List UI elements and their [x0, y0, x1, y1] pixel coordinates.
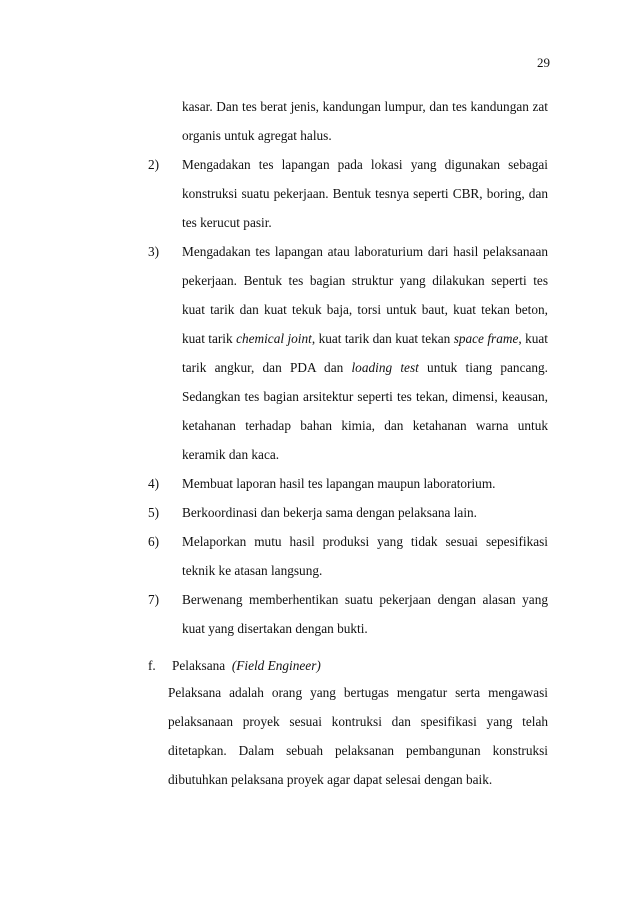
- list-number: 6): [148, 534, 160, 549]
- list-item: [148, 527, 548, 585]
- list-text: Berkoordinasi dan bekerja sama dengan pelaksana lain.: [182, 505, 478, 520]
- document-body: [148, 92, 548, 643]
- text-run: Mengadakan tes lapangan pada lokasi yang digunakan sebagai konstruksi suatu pekerjaan. Bentuk tesnya seperti CBR, boring, dan tes kerucut pasir.: [182, 157, 548, 230]
- list-text: [182, 157, 548, 230]
- list-item: [148, 237, 548, 469]
- list-number: 3): [148, 244, 160, 259]
- list-text: Membuat laporan hasil tes lapangan maupun laboratorium.: [182, 476, 496, 491]
- section-letter: f.: [148, 658, 156, 673]
- list-text: Berwenang memberhentikan suatu pekerjaan dengan alasan yang kuat yang disertakan dengan bukti.: [182, 592, 548, 636]
- section-title: Pelaksana: [172, 658, 226, 673]
- text-run: Mengadakan tes lapangan atau laboraturium dari hasil pelaksanaan pekerjaan. Bentuk tes bagian struktur yang dilakukan seperti tes kuat tarik dan kuat tekuk baja, torsi untuk baut, kuat tekan beton, kuat tarik: [182, 244, 548, 346]
- italic-term: loading test: [351, 360, 419, 375]
- section-paragraph: Pelaksana adalah orang yang bertugas mengatur serta mengawasi pelaksanaan proyek sesuai kontruksi dan spesifikasi yang telah ditetapkan. Dalam sebuah pelaksanan pembangunan konstruksi dibutuhkan pelaksana proyek agar dapat selesai dengan baik.: [168, 685, 548, 787]
- list-number: 7): [148, 592, 160, 607]
- italic-term: space frame: [453, 331, 519, 346]
- list-item: [148, 150, 548, 237]
- page-number: 29: [537, 55, 550, 70]
- italic-term: chemical joint: [236, 331, 312, 346]
- list-number: 2): [148, 157, 160, 172]
- list-item: [148, 498, 548, 527]
- list-item: [148, 469, 548, 498]
- continued-paragraph: kasar. Dan tes berat jenis, kandungan lumpur, dan tes kandungan zat organis untuk agregat halus.: [182, 99, 548, 143]
- list-item: [148, 585, 548, 643]
- text-run: , kuat tarik angkur, dan PDA dan: [182, 331, 549, 375]
- section-title-english: (Field Engineer): [231, 658, 321, 673]
- numbered-list: [148, 150, 548, 643]
- text-run: untuk tiang pancang. Sedangkan tes bagian arsitektur seperti tes tekan, dimensi, keausan, ketahanan terhadap bahan kimia, dan ketahanan warna untuk keramik dan kaca.: [182, 360, 548, 462]
- list-text: [182, 244, 548, 462]
- list-number: 4): [148, 476, 160, 491]
- text-run: , kuat tarik dan kuat tekan: [311, 331, 454, 346]
- list-text: Melaporkan mutu hasil produksi yang tidak sesuai sepesifikasi teknik ke atasan langsung.: [182, 534, 548, 578]
- list-number: 5): [148, 505, 160, 520]
- section-heading: [148, 651, 321, 680]
